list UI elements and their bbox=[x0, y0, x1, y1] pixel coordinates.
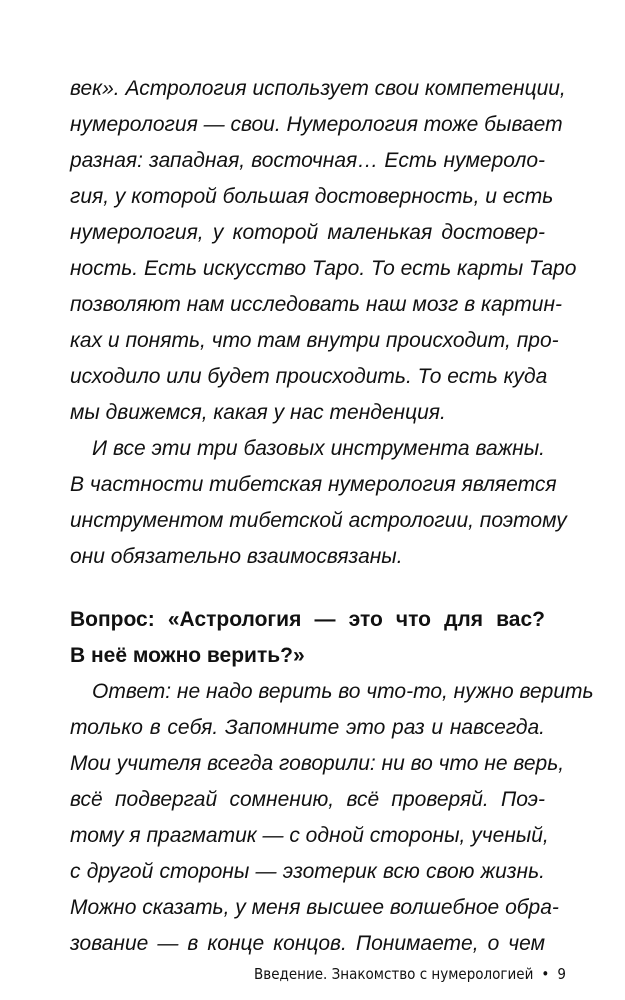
answer-line-6: с другой стороны — эзотерик всю свою жизнь. bbox=[70, 860, 545, 883]
paragraph-1-line-7: позволяют нам исследовать наш мозг в картин- bbox=[70, 293, 563, 316]
paragraph-2-line-3: инструментом тибетской астрологии, поэтому bbox=[70, 509, 567, 532]
answer-line-7: Можно сказать, у меня высшее волшебное обра- bbox=[70, 896, 559, 919]
paragraph-2-line-2: В частности тибетская нумерология является bbox=[70, 473, 557, 496]
answer-line-3: Мои учителя всегда говорили: ни во что не верь, bbox=[70, 752, 565, 775]
paragraph-1-line-4: гия, у которой большая достоверность, и есть bbox=[70, 185, 554, 208]
paragraph-1-line-10: мы движемся, какая у нас тенденция. bbox=[70, 401, 446, 424]
answer-line-1: Ответ: не надо верить во что-то, нужно верить bbox=[92, 680, 594, 703]
paragraph-1-line-6: ность. Есть искусство Таро. То есть карты Таро bbox=[70, 257, 577, 280]
paragraph-1-line-2: нумерология — свои. Нумерология тоже бывает bbox=[70, 113, 563, 136]
answer-line-5: тому я прагматик — с одной стороны, ученый, bbox=[70, 824, 549, 847]
answer-line-2: только в себя. Запомните это раз и навсегда. bbox=[70, 716, 545, 739]
paragraph-1-line-8: ках и понять, что там внутри происходит, про- bbox=[70, 329, 559, 352]
answer-line-8: зование — в конце концов. Понимаете, о чем bbox=[70, 932, 545, 955]
paragraph-1-line-5: нумерология, у которой маленькая достовер- bbox=[70, 221, 545, 244]
running-title: Введение. Знакомство с нумерологией bbox=[254, 965, 534, 983]
paragraph-1-line-3: разная: западная, восточная… Есть нумероло- bbox=[70, 149, 545, 172]
page-number: 9 bbox=[557, 965, 566, 983]
answer-line-4: всё подвергай сомнению, всё проверяй. Поэ- bbox=[70, 788, 545, 811]
bullet-separator: • bbox=[541, 965, 550, 983]
paragraph-2-line-1: И все эти три базовых инструмента важны. bbox=[92, 437, 545, 460]
paragraph-1-line-1: век». Астрология использует свои компетенции, bbox=[70, 77, 566, 100]
question-line-1: Вопрос: «Астрология — это что для вас? bbox=[70, 608, 545, 631]
paragraph-1-line-9: исходило или будет происходить. То есть куда bbox=[70, 365, 548, 388]
question-line-2: В неё можно верить?» bbox=[70, 644, 305, 667]
running-footer bbox=[254, 962, 566, 986]
paragraph-2-line-4: они обязательно взаимосвязаны. bbox=[70, 545, 403, 568]
